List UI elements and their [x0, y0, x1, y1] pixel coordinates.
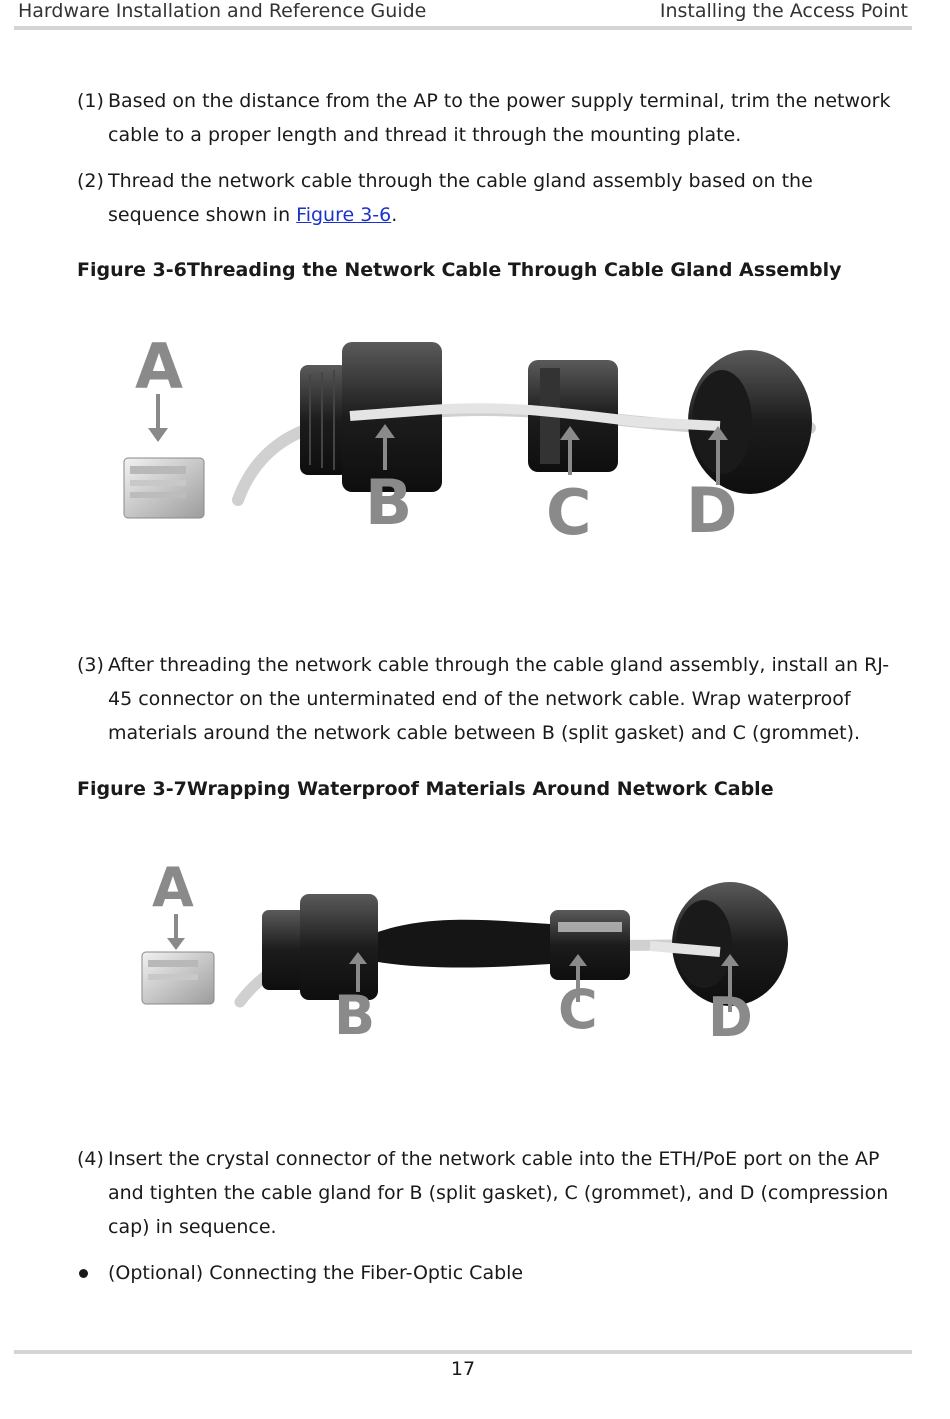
grommet-c	[550, 910, 630, 980]
figure-label-b: B	[365, 466, 413, 539]
step-text: Insert the crystal connector of the network cable into the ETH/PoE port on the AP and tighten the cable gland for B (split gasket), C (grommet), and D (compression cap) in sequence.	[108, 1148, 889, 1238]
step-4	[77, 1142, 897, 1244]
step-number: (1)	[77, 90, 104, 112]
figure-label-d: D	[708, 986, 753, 1049]
step-number: (2)	[77, 170, 104, 192]
step-text	[108, 164, 897, 232]
header-divider	[14, 26, 912, 30]
waterproof-tape	[378, 920, 550, 968]
footer-divider	[14, 1350, 912, 1354]
step-text: Based on the distance from the AP to the power supply terminal, trim the network cable to a proper length and thread it through the mounting plate.	[108, 90, 891, 146]
page-header	[18, 0, 908, 26]
step-number: (3)	[77, 654, 104, 676]
bullet-text: (Optional) Connecting the Fiber-Optic Cable	[108, 1262, 524, 1284]
page-number: 17	[450, 1358, 476, 1380]
step-text: After threading the network cable through the cable gland assembly, install an RJ-45 connector on the unterminated end of the network cable. Wrap waterproof materials around the network cable between B (split gasket) and C (grommet).	[108, 654, 890, 744]
figure-3-6-link[interactable]: Figure 3-6	[296, 204, 392, 226]
figure-3-7-image	[130, 852, 800, 1052]
step-1	[77, 84, 897, 152]
figure-label-d: D	[686, 474, 738, 547]
step-number: (4)	[77, 1148, 104, 1170]
figure-label-a: A	[135, 330, 183, 403]
figure-caption: Figure 3-7Wrapping Waterproof Materials Around Network Cable	[77, 778, 774, 800]
figure-3-6-image	[110, 310, 820, 560]
rj45-connector-a	[142, 952, 214, 1004]
header-section-title: Installing the Access Point	[659, 0, 908, 22]
bullet-item	[77, 1256, 523, 1290]
figure-label-c: C	[558, 978, 598, 1041]
step-text-post: .	[391, 204, 398, 226]
step-3	[77, 648, 897, 750]
rj45-connector-a	[124, 458, 204, 518]
step-2	[77, 164, 897, 232]
header-doc-title: Hardware Installation and Reference Guide	[18, 0, 427, 22]
step-text-pre: Thread the network cable through the cable gland assembly based on the sequence shown in	[108, 170, 813, 226]
figure-label-b: B	[334, 984, 376, 1047]
bullet-dot-icon	[79, 1269, 88, 1278]
figure-label-a: A	[152, 856, 194, 919]
figure-caption: Figure 3-6Threading the Network Cable Through Cable Gland Assembly	[77, 259, 842, 281]
figure-label-c: C	[546, 476, 592, 549]
